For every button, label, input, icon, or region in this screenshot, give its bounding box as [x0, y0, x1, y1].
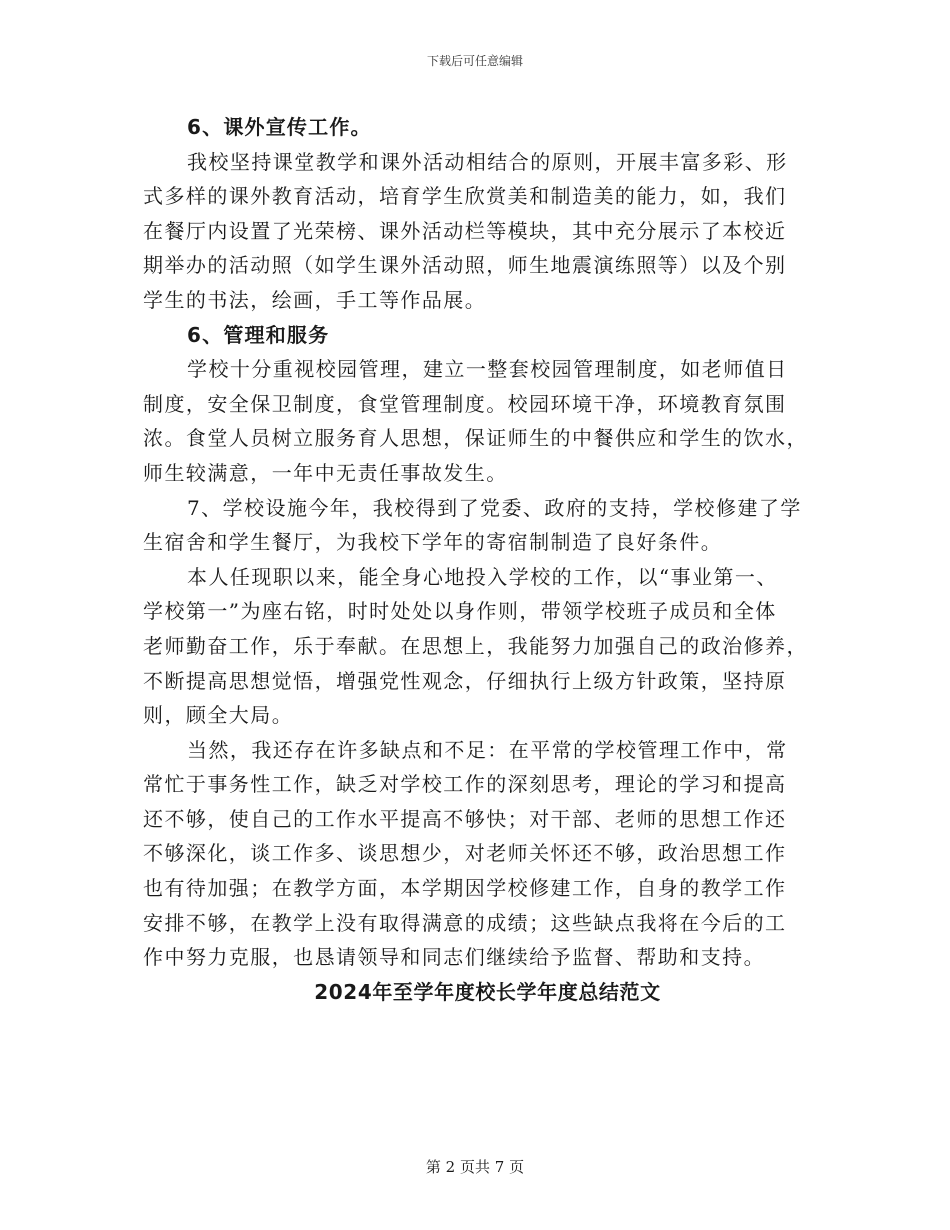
paragraph-line: 生宿舍和学生餐厅，为我校下学年的寄宿制制造了良好条件。 — [143, 530, 723, 555]
document-title: 2024年至学年度校长学年度总结范文 — [314, 979, 661, 1004]
paragraph-line: 在餐厅内设置了光荣榜、课外活动栏等模块，其中充分展示了本校近 — [143, 218, 787, 243]
paragraph-line: 老师勤奋工作，乐于奉献。在思想上，我能努力加强自己的政治修养， — [143, 633, 808, 658]
paragraph-line: 当然，我还存在许多缺点和不足：在平常的学校管理工作中，常 — [187, 737, 788, 762]
section-heading-6-publicity: 6、课外宣传工作。 — [187, 115, 372, 139]
paragraph-line: 浓。食堂人员树立服务育人思想，保证师生的中餐供应和学生的饮水， — [143, 426, 808, 451]
paragraph-line: 作中努力克服，也恳请领导和同志们继续给予监督、帮助和支持。 — [143, 945, 766, 970]
paragraph-line: 安排不够，在教学上没有取得满意的成绩；这些缺点我将在今后的工 — [143, 910, 787, 935]
paragraph-line: 师生较满意，一年中无责任事故发生。 — [143, 460, 508, 485]
paragraph-line: 式多样的课外教育活动，培育学生欣赏美和制造美的能力，如，我们 — [143, 184, 787, 209]
paragraph-line: 则，顾全大局。 — [143, 703, 294, 728]
page-header: 下载后可任意编辑 — [426, 54, 523, 68]
paragraph-line: 我校坚持课堂教学和课外活动相结合的原则，开展丰富多彩、形 — [187, 149, 788, 174]
section-heading-6-management: 6、管理和服务 — [187, 322, 330, 347]
document-body — [143, 110, 807, 1009]
paragraph-line: 7、学校设施今年，我校得到了党委、政府的支持，学校修建了学 — [187, 495, 802, 520]
paragraph-line: 期举办的活动照（如学生课外活动照，师生地震演练照等）以及个别 — [143, 253, 787, 278]
paragraph-line: 学生的书法，绘画，手工等作品展。 — [143, 287, 487, 312]
page-number: 第 2 页共 7 页 — [425, 1158, 525, 1176]
paragraph-line: 常忙于事务性工作，缺乏对学校工作的深刻思考，理论的学习和提高 — [143, 772, 787, 797]
paragraph-line: 也有待加强；在教学方面，本学期因学校修建工作，自身的教学工作 — [143, 876, 787, 901]
paragraph-line: 学校十分重视校园管理，建立一整套校园管理制度，如老师值日 — [187, 357, 788, 382]
paragraph-line: 本人任现职以来，能全身心地投入学校的工作，以“事业第一、 — [187, 564, 778, 589]
paragraph-line: 学校第一”为座右铭，时时处处以身作则，带领学校班子成员和全体 — [143, 599, 777, 624]
paragraph-line: 还不够，使自己的工作水平提高不够快；对干部、老师的思想工作还 — [143, 806, 787, 831]
paragraph-line: 不够深化，谈工作多、谈思想少，对老师关怀还不够，政治思想工作 — [143, 841, 787, 866]
paragraph-line: 制度，安全保卫制度，食堂管理制度。校园环境干净，环境教育氛围 — [143, 391, 787, 416]
paragraph-line: 不断提高思想觉悟，增强党性观念，仔细执行上级方针政策，坚持原 — [143, 668, 787, 693]
